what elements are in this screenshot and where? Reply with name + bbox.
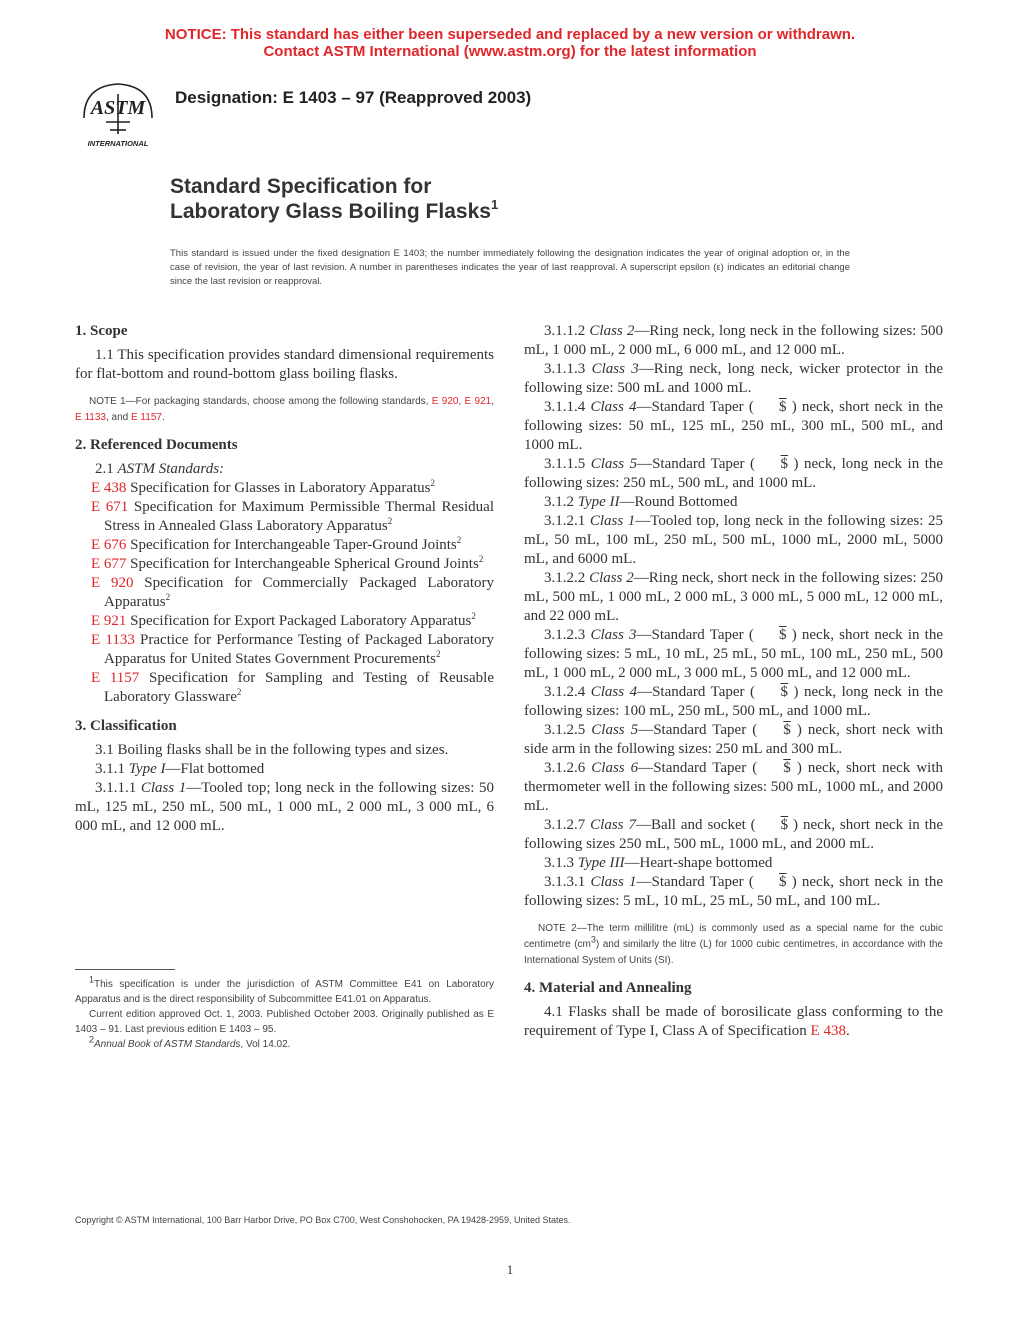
ref-item: E 677 Specification for Interchangeable Spherical Ground Joints$^2$ [91,554,484,572]
ref-item: E 921 Specification for Export Packaged Laboratory Apparatus$^2$ [91,611,476,629]
note-2: NOTE 2—The term millilitre (mL) is commonly used as a special name for the cubic centimetre $(cm^3)$ and similarly the litre (L) for 1000 cubic centimetres, in accordance with the International System of Units (SI). [524,923,944,966]
classification-paragraph: 3.1.2 Type II—Round Bottomed [544,494,738,510]
page-number: 1 [506,1262,514,1277]
document-title [170,174,498,224]
link-e438[interactable]: E 438 [91,480,127,496]
link-e438-material[interactable]: E 438 [810,1023,846,1039]
ref-item: E 1133 Practice for Performance Testing of Packaged Laboratory Apparatus for United States Government Procurements$^2$ [91,632,495,667]
classification-paragraph: 3.1.2.4 Class 4—Standard Taper ( $ ) neck, long neck in the following sizes: 100 mL, 250 mL, 500 mL, and 1000 mL. [524,684,944,719]
link-e920[interactable]: E 920 [431,396,459,407]
classification-paragraph: 3.1.1.3 Class 3—Ring neck, long neck, wicker protector in the following size: 500 mL and 1000 mL. [524,361,944,396]
footnotes [75,974,494,1052]
link-e1133[interactable]: E 1133 [75,412,106,423]
logo-subtext: INTERNATIONAL [87,139,149,148]
link-e1157-ref[interactable]: E 1157 [91,670,140,686]
title-footnote-ref: 1 [490,197,499,212]
footnote-rule [75,969,175,970]
material-paragraph: 4.1 Flasks shall be made of borosilicate glass conforming to the requirement of Type I, Class A of Specification E 438. [524,1004,943,1039]
link-e676[interactable]: E 676 [91,537,127,553]
title-line-1: Standard Specification for [170,175,432,198]
link-e677[interactable]: E 677 [91,556,127,572]
ref-item: E 671 Specification for Maximum Permissible Thermal Residual Stress in Annealed Glass Laboratory Apparatus$^2$ [91,499,495,534]
note-1: NOTE 1—For packaging standards, choose among the following standards, E 920, E 921, E 1133, and E 1157. [75,396,494,423]
link-e1157[interactable]: E 1157 [130,412,162,423]
classification-paragraph: 3.1.3.1 Class 1—Standard Taper ( $ ) neck, short neck in the following sizes: 5 mL, 10 mL, 25 mL, 50 mL, and 100 mL. [524,874,943,909]
classification-paragraph: 3.1.2.5 Class 5—Standard Taper ( $ ) neck, short neck with side arm in the following sizes: 250 mL and 300 mL. [524,722,944,757]
classification-paragraph: 3.1.2.7 Class 7—Ball and socket ( $ ) neck, short neck in the following sizes 250 mL, 500 mL, 1000 mL, and 2000 mL. [524,817,943,852]
classification-paragraph: 3.1.2.3 Class 3—Standard Taper ( $ ) neck, short neck in the following sizes: 5 mL, 10 mL, 25 mL, 50 mL, 100 mL, 250 mL, 500 mL, 1 000 mL, 2 000 mL, 3 000 mL, 5 000 mL, and 12 000 mL. [524,627,943,681]
classification-paragraph: 3.1.3 Type III—Heart-shape bottomed [544,855,773,871]
intro-paragraph: This standard is issued under the fixed designation E 1403; the number immediately following the designation indicates the year of original adoption or, in the case of revision, the year of last revision. A number in parentheses indicates the year of last reapproval. A superscript epsilon (ε) indicates an editorial change since the last revision or reapproval. [170,248,850,287]
classification-paragraph: 3.1 Boiling flasks shall be in the following types and sizes. [95,742,449,758]
left-column [75,322,494,836]
notice-banner [0,26,1020,60]
ref-item: E 920 Specification for Commercially Packaged Laboratory Apparatus$^2$ [91,575,494,610]
ref-item: E 1157 Specification for Sampling and Testing of Reusable Laboratory Glassware$^2$ [91,670,495,705]
section-heading-material: 4. Material and Annealing [524,980,692,996]
classification-paragraph: 3.1.1.1 Class 1—Tooled top; long neck in the following sizes: 50 mL, 125 mL, 250 mL, 500 mL, 1 000 mL, 2 000 mL, 3 000 mL, 6 000 mL, and 12 000 mL. [75,780,495,834]
link-e920-ref[interactable]: E 920 [91,575,134,591]
section-heading-referenced: 2. Referenced Documents [75,437,238,453]
notice-line-2: Contact ASTM International (www.astm.org) for the latest information [263,43,757,60]
link-e1133-ref[interactable]: E 1133 [91,632,135,648]
logo-text: ASTM [90,97,146,119]
classification-paragraph: 3.1.1.5 Class 5—Standard Taper ( $ ) neck, long neck in the following sizes: 250 mL, 500 mL, and 1000 mL. [524,456,944,491]
link-e671[interactable]: E 671 [91,499,129,515]
classification-paragraph: 3.1.1.4 Class 4—Standard Taper ( $ ) neck, short neck in the following sizes: 50 mL, 125 mL, 250 mL, 300 mL, 500 mL, and 1000 mL. [524,399,943,453]
section-heading-classification: 3. Classification [75,718,177,734]
notice-line-1: NOTICE: This standard has either been superseded and replaced by a new version or withdrawn. [164,26,856,43]
footnote-1: $^1$This specification is under the jurisdiction of ASTM Committee E41 on Laboratory Apparatus and is the direct responsibility of Subcommittee E41.01 on Apparatus. [75,974,494,1005]
classification-paragraph: 3.1.1 Type I—Flat bottomed [95,761,265,777]
classification-paragraph: 3.1.2.2 Class 2—Ring neck, short neck in the following sizes: 250 mL, 500 mL, 1 000 mL, 2 000 mL, 3 000 mL, 5 000 mL, 12 000 mL, and 22 000 mL. [524,570,944,624]
right-column [524,322,943,1041]
footnote-2: $^2$Annual Book of ASTM Standards, Vol 14.02. [89,1034,291,1050]
astm-standards-line: 2.1 ASTM Standards: [95,461,225,477]
classification-paragraph: 3.1.2.1 Class 1—Tooled top, long neck in the following sizes: 25 mL, 50 mL, 100 mL, 250 mL, 500 mL, 1000 mL, 2000 mL, 5000 mL, and 6000 mL. [524,513,943,567]
designation: Designation: E 1403 – 97 (Reapproved 2003) [175,88,532,107]
copyright: Copyright © ASTM International, 100 Barr Harbor Drive, PO Box C700, West Conshohocken, PA 19428-2959, United States. [75,1215,571,1225]
footnote-1b: Current edition approved Oct. 1, 2003. Published October 2003. Originally published as E 1403 – 91. Last previous edition E 1403 – 95. [75,1009,494,1035]
astm-logo-icon [76,78,160,148]
section-heading-scope: 1. Scope [75,323,128,339]
classification-paragraph: 3.1.2.6 Class 6—Standard Taper ( $ ) neck, short neck with thermometer well in the following sizes: 500 mL, 1000 mL, and 2000 mL. [524,760,944,814]
ref-item: E 676 Specification for Interchangeable Taper-Ground Joints$^2$ [91,535,462,553]
ref-item: E 438 Specification for Glasses in Laboratory Apparatus$^2$ [91,478,436,496]
title-line-2: Laboratory Glass Boiling Flasks$^1$ [170,197,499,223]
scope-paragraph: 1.1 This specification provides standard dimensional requirements for flat-bottom and round-bottom glass boiling flasks. [75,347,494,382]
link-e921-ref[interactable]: E 921 [91,613,127,629]
classification-paragraph: 3.1.1.2 Class 2—Ring neck, long neck in the following sizes: 500 mL, 1 000 mL, 2 000 mL, 6 000 mL, and 12 000 mL. [524,323,943,358]
link-e921[interactable]: E 921 [464,396,492,407]
